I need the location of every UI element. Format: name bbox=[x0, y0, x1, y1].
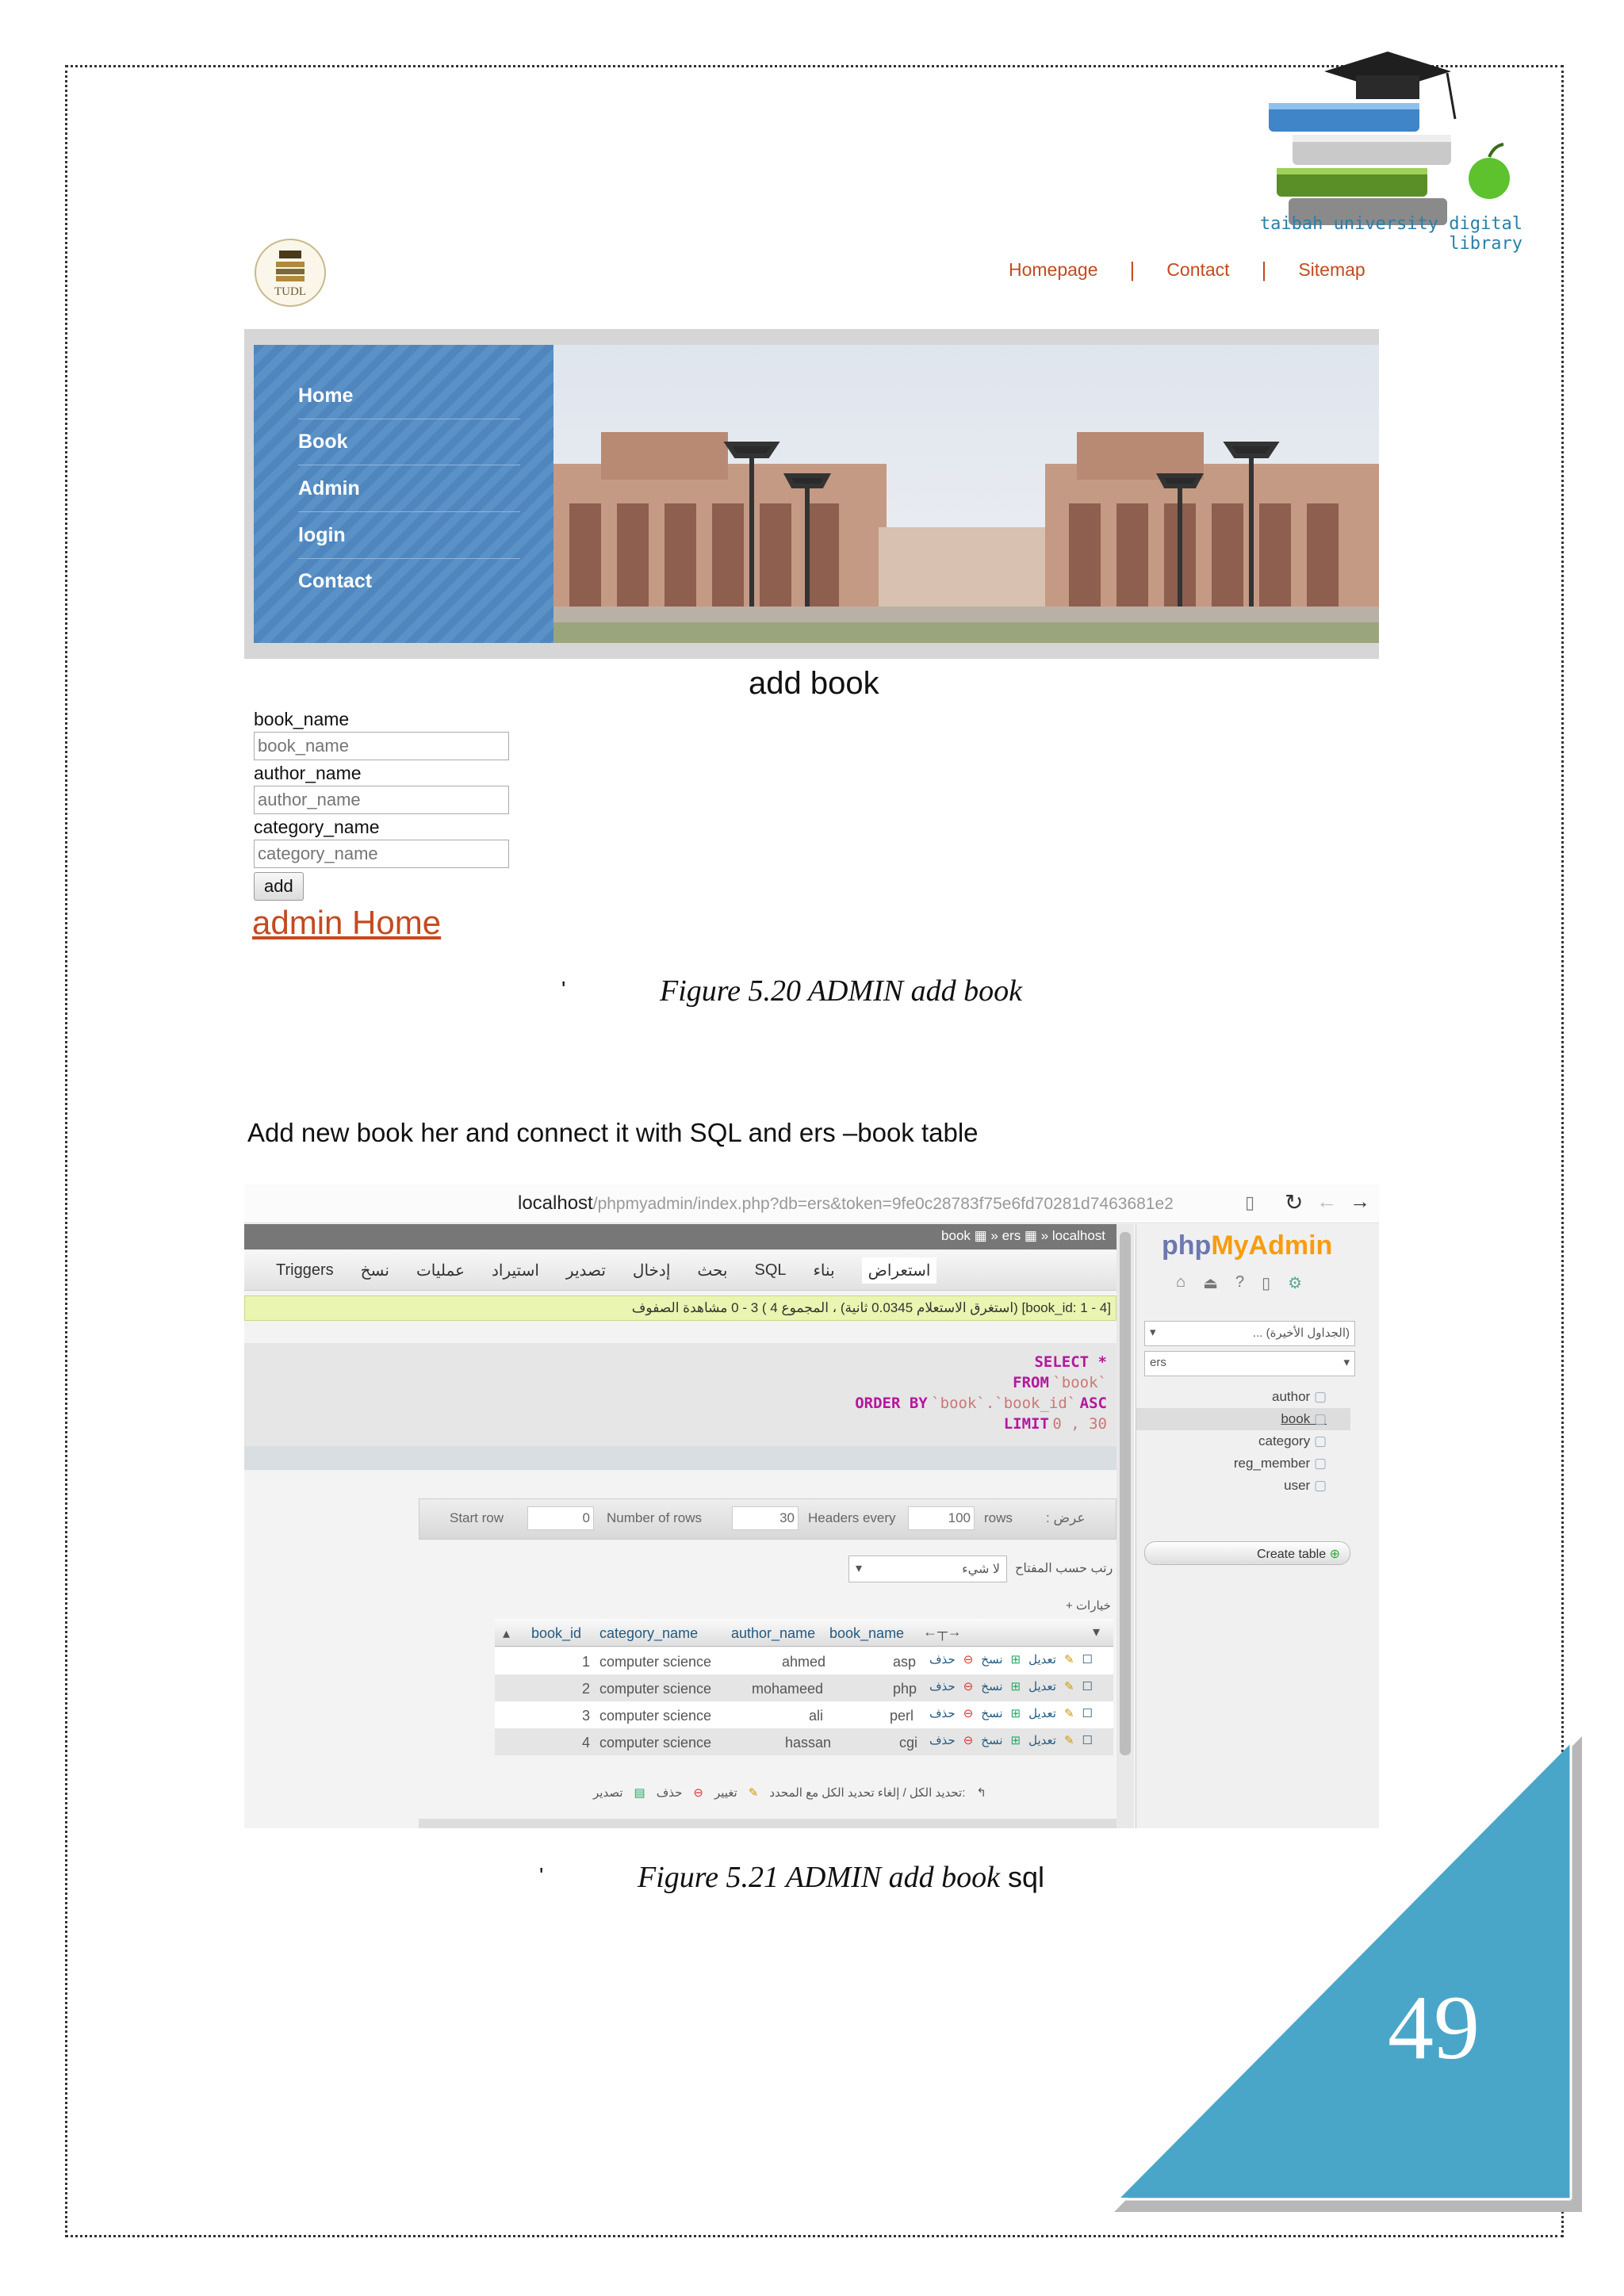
copy-icon: ⊞ bbox=[1010, 1680, 1021, 1693]
row-checkbox[interactable]: ☐ bbox=[1082, 1653, 1093, 1667]
cell-id: 2 bbox=[582, 1681, 591, 1697]
cell-category: computer science bbox=[599, 1708, 712, 1724]
home-icon[interactable]: ⌂ bbox=[1176, 1273, 1186, 1291]
table-icon: ▢ bbox=[1313, 1456, 1327, 1471]
admin-home-link[interactable]: admin Home bbox=[252, 904, 442, 941]
logout-icon[interactable]: ⏏ bbox=[1203, 1275, 1218, 1292]
cell-book: perl bbox=[890, 1708, 914, 1724]
delete-row-link[interactable]: حذف bbox=[929, 1707, 956, 1720]
sql-from-table: `book` bbox=[1052, 1374, 1107, 1391]
cell-id: 4 bbox=[582, 1735, 591, 1751]
nav-sitemap-link[interactable]: Sitemap bbox=[1298, 258, 1365, 280]
bulk-export-link[interactable]: تصدير bbox=[593, 1786, 623, 1800]
tab-insert[interactable]: إدخال bbox=[632, 1262, 671, 1280]
table-icon: ▢ bbox=[1313, 1389, 1327, 1404]
scrollbar-thumb[interactable] bbox=[1120, 1232, 1131, 1755]
corner-triangle bbox=[1106, 1736, 1582, 2212]
pma-brand bbox=[1162, 1230, 1332, 1261]
cell-category: computer science bbox=[599, 1735, 712, 1751]
sidebar-table-label: book bbox=[1281, 1411, 1311, 1426]
pma-brand-php: php bbox=[1162, 1230, 1212, 1261]
show-label: عرض : bbox=[1046, 1510, 1086, 1525]
row-actions bbox=[929, 1679, 1112, 1693]
delete-row-link[interactable]: حذف bbox=[929, 1680, 956, 1693]
copy-row-link[interactable]: نسخ bbox=[981, 1734, 1003, 1747]
tab-triggers[interactable]: Triggers bbox=[276, 1261, 334, 1279]
database-select[interactable] bbox=[1144, 1351, 1355, 1376]
sidebar-item-author[interactable] bbox=[1136, 1386, 1350, 1408]
start-row-input[interactable]: 0 bbox=[527, 1506, 594, 1530]
menu-item-admin[interactable]: Admin bbox=[298, 477, 520, 512]
pma-brand-myadmin: MyAdmin bbox=[1211, 1230, 1333, 1261]
col-author-name[interactable]: author_name bbox=[731, 1625, 816, 1641]
library-logo bbox=[1253, 48, 1522, 254]
copy-row-link[interactable]: نسخ bbox=[981, 1653, 1003, 1667]
tudl-logo bbox=[252, 238, 328, 309]
add-button[interactable]: add bbox=[254, 872, 304, 901]
cell-book: asp bbox=[893, 1654, 917, 1670]
sql-order-col: `book`.`book_id` bbox=[931, 1395, 1077, 1412]
table-icon: ▢ bbox=[1313, 1433, 1327, 1448]
figure-tick: ' bbox=[561, 977, 566, 1001]
sql-box bbox=[244, 1343, 1116, 1446]
edit-pencil-icon: ✎ bbox=[1063, 1653, 1074, 1667]
edit-pencil-icon: ✎ bbox=[1063, 1680, 1074, 1693]
column-expand-icon[interactable]: ←┬→ bbox=[923, 1624, 962, 1640]
figure-5-21-caption-suffix: sql bbox=[1000, 1861, 1045, 1893]
export-icon: ▤ bbox=[634, 1786, 645, 1800]
nav-homepage-link[interactable]: Homepage bbox=[1009, 258, 1098, 280]
books-stack-icon bbox=[1253, 48, 1522, 230]
category-name-label: category_name bbox=[254, 817, 380, 837]
reload-icon[interactable]: ↻ bbox=[1285, 1190, 1304, 1215]
delete-icon: ⊖ bbox=[963, 1653, 974, 1667]
sidebar-table-label: reg_member bbox=[1233, 1456, 1311, 1471]
delete-row-link[interactable]: حذف bbox=[929, 1653, 956, 1667]
copy-icon: ⊞ bbox=[1010, 1734, 1021, 1747]
tab-operations[interactable]: عمليات bbox=[416, 1262, 465, 1280]
create-table-button[interactable] bbox=[1144, 1541, 1350, 1565]
book-name-input[interactable] bbox=[254, 732, 509, 760]
cell-book: php bbox=[893, 1681, 917, 1697]
database-select-value: ers bbox=[1150, 1356, 1166, 1369]
category-name-input[interactable] bbox=[254, 840, 509, 868]
row-checkbox[interactable]: ☐ bbox=[1082, 1707, 1093, 1720]
sort-value: لا شيء bbox=[962, 1563, 1000, 1576]
rows-label: rows bbox=[984, 1510, 1013, 1525]
headers-input[interactable]: 100 bbox=[908, 1506, 975, 1530]
menu-item-book[interactable]: Book bbox=[298, 430, 520, 465]
side-menu bbox=[254, 345, 553, 643]
delete-icon: ⊖ bbox=[963, 1707, 974, 1720]
status-text: [book_id: 1 - 4] (استغرق الاستعلام 0.0345 ثانية) ، المجموع 4 ) 3 - 0 مشاهدة الصفوف bbox=[631, 1300, 1111, 1315]
sql-limit-val: 0 , 30 bbox=[1052, 1415, 1107, 1433]
dropdown-icon: ▾ bbox=[1343, 1356, 1350, 1369]
cell-author: ahmed bbox=[782, 1654, 826, 1670]
sidebar-item-user[interactable] bbox=[1136, 1475, 1350, 1497]
menu-item-contact[interactable]: Contact bbox=[298, 570, 373, 592]
tudl-logo-text: TUDL bbox=[274, 285, 306, 298]
breadcrumb bbox=[244, 1224, 1116, 1249]
table-list bbox=[1136, 1386, 1350, 1497]
sql-limit: LIMIT bbox=[1003, 1415, 1049, 1433]
recent-tables-label: (الجداول الأخيرة) ... bbox=[1252, 1326, 1350, 1340]
sql-from: FROM bbox=[1013, 1374, 1049, 1391]
pma-main bbox=[244, 1224, 1116, 1828]
select-arrow-icon: ↰ bbox=[976, 1786, 986, 1800]
delete-row-link[interactable]: حذف bbox=[929, 1734, 956, 1747]
row-actions bbox=[929, 1652, 1112, 1667]
nav-separator: | bbox=[1261, 257, 1267, 281]
url-path: /phpmyadmin/index.php?db=ers&token=9fe0c28783f75e6fd70281d7463681e2 bbox=[592, 1195, 1174, 1213]
header-nav bbox=[1009, 255, 1381, 284]
add-icon: ⊕ bbox=[1329, 1548, 1340, 1561]
bulk-change-link[interactable]: تغيير bbox=[714, 1786, 737, 1800]
cell-id: 1 bbox=[582, 1654, 591, 1670]
figure-5-21-caption-italic: Figure 5.21 ADMIN add book bbox=[638, 1861, 1001, 1894]
nav-contact-link[interactable]: Contact bbox=[1166, 258, 1230, 280]
figure-5-21-caption bbox=[638, 1860, 1044, 1895]
cell-book: cgi bbox=[899, 1735, 918, 1751]
cell-author: mohameed bbox=[752, 1681, 824, 1697]
tab-search[interactable]: بحث bbox=[697, 1262, 728, 1280]
edit-row-link[interactable]: تعديل bbox=[1028, 1653, 1056, 1667]
page-number: 49 bbox=[1388, 1977, 1480, 2079]
edit-row-link[interactable]: تعديل bbox=[1028, 1734, 1056, 1747]
form-title: add book bbox=[749, 666, 879, 701]
tab-browse[interactable]: استعراض bbox=[862, 1257, 937, 1284]
settings-icon[interactable]: ⚙ bbox=[1288, 1275, 1303, 1292]
table-icon: ▢ bbox=[1313, 1478, 1327, 1493]
docs-icon[interactable]: ▯ bbox=[1262, 1275, 1271, 1292]
cell-id: 3 bbox=[582, 1708, 591, 1724]
forward-icon[interactable]: → bbox=[1350, 1189, 1370, 1213]
pma-quick-icons bbox=[1176, 1273, 1302, 1293]
sql-order: ORDER BY bbox=[855, 1395, 928, 1412]
row-actions bbox=[929, 1706, 1112, 1720]
row-checkbox[interactable]: ☐ bbox=[1082, 1680, 1093, 1693]
bulk-actions-row bbox=[593, 1785, 1116, 1800]
tab-bar bbox=[244, 1251, 1116, 1291]
delete-icon: ⊖ bbox=[693, 1786, 703, 1800]
num-rows-input[interactable]: 30 bbox=[732, 1506, 799, 1530]
sidebar-item-category[interactable] bbox=[1136, 1430, 1350, 1452]
copy-row-link[interactable]: نسخ bbox=[981, 1707, 1003, 1720]
author-name-label: author_name bbox=[254, 763, 362, 783]
create-table-label: Create table bbox=[1256, 1548, 1327, 1561]
col-category-name[interactable]: category_name bbox=[599, 1625, 699, 1641]
cell-category: computer science bbox=[599, 1681, 712, 1697]
back-icon[interactable]: ← bbox=[1316, 1189, 1337, 1213]
library-tagline: taibah university digital library bbox=[1259, 214, 1522, 254]
sidebar-table-label: user bbox=[1284, 1478, 1311, 1493]
author-name-input[interactable] bbox=[254, 786, 509, 814]
sql-box-footer bbox=[244, 1446, 1116, 1470]
delete-icon: ⊖ bbox=[963, 1734, 974, 1747]
edit-row-link[interactable]: تعديل bbox=[1028, 1707, 1056, 1720]
url-host: localhost bbox=[518, 1192, 593, 1214]
edit-pencil-icon: ✎ bbox=[1063, 1707, 1074, 1720]
phpmyadmin-screenshot bbox=[244, 1184, 1379, 1828]
figure-5-20-caption: Figure 5.20 ADMIN add book bbox=[660, 974, 1023, 1008]
col-book-id[interactable]: book_id bbox=[531, 1625, 582, 1641]
copy-icon: ⊞ bbox=[1010, 1707, 1021, 1720]
results-table bbox=[495, 1619, 1113, 1777]
cell-author: ali bbox=[809, 1708, 824, 1724]
table-menu-icon[interactable]: ▾ bbox=[1093, 1624, 1101, 1640]
edit-row-link[interactable]: تعديل bbox=[1028, 1680, 1056, 1693]
copy-row-link[interactable]: نسخ bbox=[981, 1680, 1003, 1693]
tab-copy[interactable]: نسخ bbox=[360, 1262, 389, 1280]
sql-select: SELECT * bbox=[1034, 1353, 1107, 1371]
book-name-label: book_name bbox=[254, 709, 350, 729]
sidebar-item-reg-member[interactable] bbox=[1136, 1452, 1350, 1475]
sort-label: رتب حسب المفتاح bbox=[1015, 1562, 1113, 1575]
sidebar-table-label: category bbox=[1258, 1433, 1311, 1448]
navigation-row bbox=[419, 1498, 1116, 1540]
bottom-nav-bar bbox=[419, 1819, 1116, 1828]
num-rows-label: Number of rows bbox=[607, 1510, 702, 1525]
sidebar-table-label: author bbox=[1272, 1389, 1311, 1404]
delete-icon: ⊖ bbox=[963, 1680, 974, 1693]
body-text: Add new book her and connect it with SQL and ers –book table bbox=[247, 1118, 979, 1147]
row-actions bbox=[929, 1733, 1112, 1747]
table-icon: ▢ bbox=[1313, 1411, 1327, 1426]
col-book-name[interactable]: book_name bbox=[829, 1625, 905, 1641]
menu-item-home[interactable]: Home bbox=[298, 385, 520, 419]
bulk-select-label[interactable]: تحديد الكل / إلغاء تحديد الكل مع المحدد: bbox=[769, 1786, 966, 1800]
tab-export[interactable]: تصدير bbox=[565, 1262, 606, 1280]
browser-url-bar[interactable] bbox=[244, 1184, 1379, 1223]
status-bar bbox=[244, 1295, 1116, 1321]
campus-photo bbox=[553, 345, 1379, 643]
row-checkbox[interactable]: ☐ bbox=[1082, 1734, 1093, 1747]
cell-author: hassan bbox=[785, 1735, 832, 1751]
edit-pencil-icon: ✎ bbox=[748, 1786, 759, 1800]
edit-pencil-icon: ✎ bbox=[1063, 1734, 1074, 1747]
recent-tables-select[interactable] bbox=[1144, 1321, 1355, 1346]
bulk-delete-link[interactable]: حذف bbox=[656, 1786, 683, 1800]
copy-icon: ⊞ bbox=[1010, 1653, 1021, 1667]
headers-label: Headers every bbox=[808, 1510, 896, 1525]
sort-dropdown-icon: ▾ bbox=[856, 1562, 863, 1575]
tab-structure[interactable]: بناء bbox=[813, 1262, 835, 1280]
options-link[interactable]: + خيارات bbox=[1066, 1599, 1111, 1613]
page-icon: ▯ bbox=[1245, 1192, 1255, 1212]
start-row-label: Start row bbox=[450, 1510, 504, 1525]
nav-separator: | bbox=[1129, 257, 1136, 281]
campus-building-image bbox=[553, 345, 1379, 643]
sidebar-item-book[interactable] bbox=[1136, 1408, 1350, 1430]
sort-arrow-icon: ▴ bbox=[503, 1625, 511, 1641]
dropdown-icon: ▾ bbox=[1150, 1326, 1156, 1339]
sql-order-dir: ASC bbox=[1079, 1395, 1107, 1412]
breadcrumb-text: book ▦ » ers ▦ » localhost bbox=[941, 1228, 1105, 1243]
sort-select[interactable] bbox=[848, 1556, 1007, 1582]
tab-import[interactable]: استيراد bbox=[492, 1262, 539, 1280]
tab-sql[interactable]: SQL bbox=[754, 1261, 787, 1279]
figure-tick: ' bbox=[539, 1863, 544, 1888]
help-icon[interactable]: ? bbox=[1235, 1273, 1245, 1291]
cell-category: computer science bbox=[599, 1654, 712, 1670]
menu-item-login[interactable]: login bbox=[298, 524, 520, 559]
